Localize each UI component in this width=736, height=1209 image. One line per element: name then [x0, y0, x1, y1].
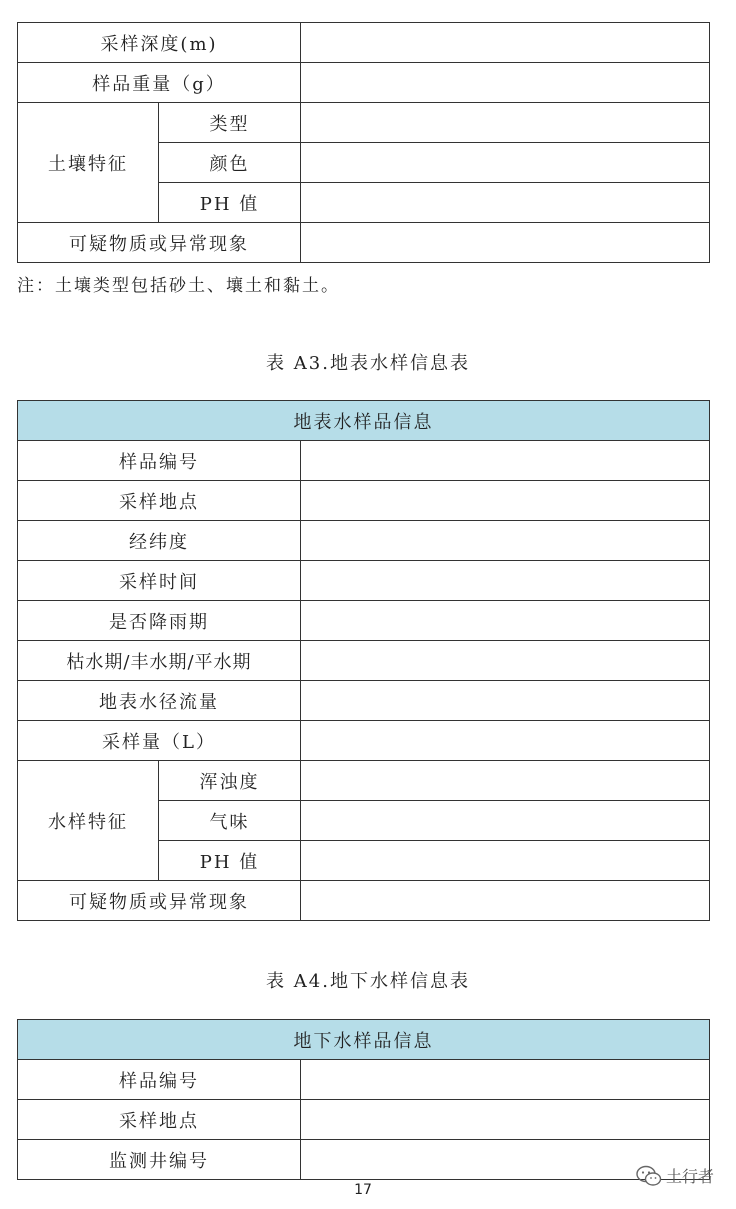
table-caption: 表 A3.地表水样信息表 [266, 353, 470, 374]
row-label: 地表水径流量 [18, 681, 301, 721]
value-cell [301, 601, 710, 641]
value-cell [301, 521, 710, 561]
row-label: 样品编号 [18, 441, 301, 481]
wechat-icon [636, 1165, 662, 1187]
group-label: 水样特征 [18, 761, 159, 881]
value-cell [301, 721, 710, 761]
table-row [18, 641, 710, 681]
value-cell [301, 1060, 710, 1100]
sub-row-label: 气味 [159, 801, 301, 841]
table-header: 地下水样品信息 [18, 1020, 710, 1060]
value-cell [301, 23, 710, 63]
table-row [18, 1100, 710, 1140]
table-row [18, 481, 710, 521]
value-cell [301, 1100, 710, 1140]
table-row [18, 881, 710, 921]
value-cell [301, 223, 710, 263]
value-cell [301, 761, 710, 801]
soil-sample-table [17, 22, 710, 263]
sub-row-label: PH 值 [159, 841, 301, 881]
row-label: 枯水期/丰水期/平水期 [18, 641, 301, 681]
row-label: 采样地点 [18, 481, 301, 521]
table-note: 注：土壤类型包括砂土、壤土和黏土。 [17, 276, 340, 296]
value-cell [301, 801, 710, 841]
row-label: 可疑物质或异常现象 [18, 881, 301, 921]
value-cell [301, 841, 710, 881]
table-row [18, 441, 710, 481]
table-row [18, 1140, 710, 1180]
value-cell [301, 103, 710, 143]
table-header: 地表水样品信息 [18, 401, 710, 441]
table-caption: 表 A4.地下水样信息表 [266, 971, 470, 992]
surface-water-table [17, 400, 710, 921]
table-row [18, 721, 710, 761]
table-row [18, 521, 710, 561]
sub-row-label: 颜色 [159, 143, 301, 183]
table-row [18, 103, 710, 143]
table-row [18, 561, 710, 601]
value-cell [301, 641, 710, 681]
value-cell [301, 881, 710, 921]
sub-row-label: PH 值 [159, 183, 301, 223]
value-cell [301, 681, 710, 721]
table-row [18, 23, 710, 63]
group-label: 土壤特征 [18, 103, 159, 223]
table-header-row [18, 401, 710, 441]
watermark [636, 1164, 714, 1187]
table-row [18, 761, 710, 801]
value-cell [301, 481, 710, 521]
value-cell [301, 143, 710, 183]
table-row [18, 681, 710, 721]
value-cell [301, 63, 710, 103]
table-row [18, 63, 710, 103]
row-label: 采样量（L） [18, 721, 301, 761]
row-label: 采样深度(m) [18, 23, 301, 63]
watermark-text: 土行者 [665, 1167, 714, 1186]
row-label: 采样时间 [18, 561, 301, 601]
groundwater-table [17, 1019, 710, 1180]
row-label: 经纬度 [18, 521, 301, 561]
table-row [18, 1060, 710, 1100]
row-label: 可疑物质或异常现象 [18, 223, 301, 263]
sub-row-label: 类型 [159, 103, 301, 143]
row-label: 采样地点 [18, 1100, 301, 1140]
value-cell [301, 183, 710, 223]
table-header-row [18, 1020, 710, 1060]
row-label: 样品编号 [18, 1060, 301, 1100]
value-cell [301, 561, 710, 601]
table-row [18, 601, 710, 641]
sub-row-label: 浑浊度 [159, 761, 301, 801]
table-row [18, 223, 710, 263]
value-cell [301, 441, 710, 481]
row-label: 是否降雨期 [18, 601, 301, 641]
page-number: 17 [354, 1182, 372, 1198]
row-label: 样品重量（g） [18, 63, 301, 103]
row-label: 监测井编号 [18, 1140, 301, 1180]
